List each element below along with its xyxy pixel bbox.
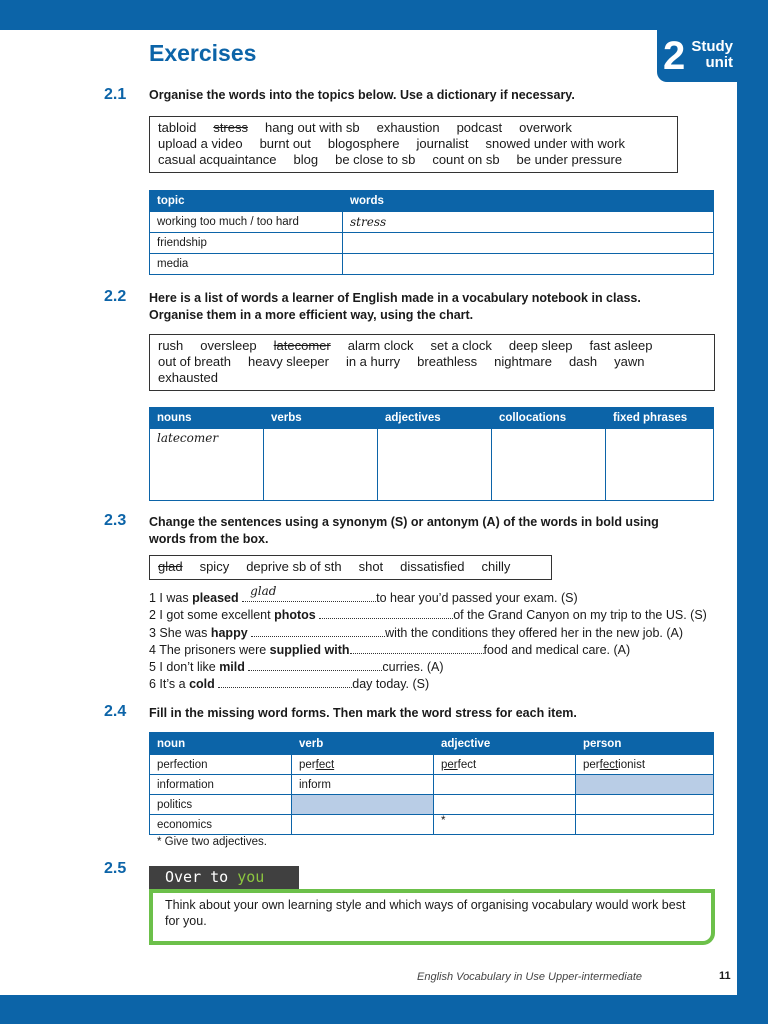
over-to-label: Over to bbox=[165, 868, 229, 886]
box-word: heavy sleeper bbox=[248, 354, 329, 369]
adjective-cell bbox=[434, 755, 576, 775]
box-word: be under pressure bbox=[516, 152, 623, 167]
table-row bbox=[150, 254, 714, 275]
table-row bbox=[150, 755, 714, 775]
adjectives-cell[interactable] bbox=[378, 429, 492, 501]
answer-blank[interactable] bbox=[218, 675, 352, 688]
box-word: blog bbox=[293, 152, 319, 167]
table-header: adjectives bbox=[378, 408, 492, 429]
bold-word: mild bbox=[219, 660, 245, 675]
box-word: latecomer bbox=[273, 338, 331, 353]
word-class-table bbox=[149, 407, 714, 501]
box-word: set a clock bbox=[430, 338, 492, 353]
book-title-footer: English Vocabulary in Use Upper-intermediate bbox=[417, 971, 643, 983]
box-word: hang out with sb bbox=[264, 120, 360, 135]
table-header: collocations bbox=[492, 408, 606, 429]
word-forms-table bbox=[149, 732, 714, 835]
sentence-text: of the Grand Canyon on my trip to the US. (S) bbox=[453, 608, 707, 623]
box-word: glad bbox=[158, 559, 183, 574]
you-label: you bbox=[237, 868, 265, 886]
box-word: burnt out bbox=[259, 136, 311, 151]
box-word: snowed under with work bbox=[485, 136, 625, 151]
box-word: tabloid bbox=[158, 120, 197, 135]
adjective-cell[interactable]: * bbox=[434, 815, 576, 835]
box-line bbox=[158, 338, 706, 354]
sentence bbox=[149, 675, 739, 692]
answer-blank[interactable] bbox=[319, 606, 453, 619]
bold-word: cold bbox=[189, 677, 215, 692]
word-part: ionist bbox=[618, 758, 646, 771]
section-2-4-instruction: Fill in the missing word forms. Then mark the word stress for each item. bbox=[149, 706, 577, 720]
person-cell[interactable] bbox=[576, 815, 714, 835]
sentence-text: food and medical care. (A) bbox=[483, 642, 631, 657]
unit-number: 2 bbox=[663, 34, 686, 78]
over-to-you-box bbox=[149, 889, 715, 945]
section-number-2-4: 2.4 bbox=[104, 703, 127, 720]
section-2-2-instruction: Here is a list of words a learner of English made in a vocabulary notebook in class. Organise them in a more efficient way, using the chart. bbox=[149, 291, 641, 322]
stressed-syllable: per bbox=[441, 758, 458, 771]
table-row bbox=[150, 795, 714, 815]
verb-cell-shaded bbox=[292, 795, 434, 815]
box-word: overwork bbox=[519, 120, 572, 135]
box-word: podcast bbox=[456, 120, 503, 135]
sentence-text: to hear you’d passed your exam. (S) bbox=[376, 591, 578, 605]
noun-cell: economics bbox=[150, 815, 292, 835]
box-word: deprive sb of sth bbox=[246, 559, 342, 574]
word-part: fect bbox=[457, 758, 477, 771]
sentence-text: 1 I was bbox=[149, 591, 193, 605]
table-row bbox=[150, 212, 714, 233]
right-bar bbox=[737, 0, 768, 1024]
noun-cell: information bbox=[150, 775, 292, 795]
sentence-text: 6 It’s a bbox=[149, 677, 190, 692]
answer-blank[interactable] bbox=[242, 584, 376, 602]
over-to-you-tab bbox=[149, 866, 299, 889]
bold-word: photos bbox=[274, 608, 316, 623]
adjective-cell[interactable] bbox=[434, 775, 576, 795]
person-cell bbox=[576, 755, 714, 775]
box-word: spicy bbox=[199, 559, 230, 574]
box-word: journalist bbox=[416, 136, 469, 151]
nouns-cell[interactable]: latecomer bbox=[150, 429, 264, 501]
bold-word: pleased bbox=[192, 591, 239, 605]
verb-cell[interactable] bbox=[292, 815, 434, 835]
footnote: * Give two adjectives. bbox=[157, 836, 267, 848]
box-line bbox=[158, 120, 669, 136]
sentence-text: day today. (S) bbox=[352, 677, 430, 692]
sentence bbox=[149, 606, 739, 623]
words-cell[interactable] bbox=[343, 254, 714, 275]
verbs-cell[interactable] bbox=[264, 429, 378, 501]
topic-cell: working too much / too hard bbox=[150, 212, 343, 233]
box-word: alarm clock bbox=[347, 338, 414, 353]
table-row bbox=[150, 429, 714, 501]
box-word: in a hurry bbox=[345, 354, 401, 369]
over-to-you-text: Think about your own learning style and which ways of organising vocabulary would work best for you. bbox=[165, 898, 686, 928]
bottom-bar bbox=[0, 995, 768, 1024]
section-number-2-2: 2.2 bbox=[104, 288, 127, 305]
box-word: yawn bbox=[614, 354, 645, 369]
table-header: verbs bbox=[264, 408, 378, 429]
sentence-text: 5 I don’t like bbox=[149, 660, 220, 675]
box-line bbox=[158, 370, 706, 386]
box-word: nightmare bbox=[494, 354, 552, 369]
box-word: out of breath bbox=[158, 354, 231, 369]
section-2-1-instruction: Organise the words into the topics below. Use a dictionary if necessary. bbox=[149, 88, 575, 102]
verb-cell bbox=[292, 755, 434, 775]
words-cell[interactable]: stress bbox=[343, 212, 714, 233]
table-header: noun bbox=[150, 733, 292, 755]
table-row bbox=[150, 815, 714, 835]
word-part: per bbox=[299, 758, 316, 771]
box-word: exhaustion bbox=[376, 120, 440, 135]
answer-blank[interactable] bbox=[251, 624, 385, 637]
box-word: casual acquaintance bbox=[158, 152, 277, 167]
section-2-3-instruction: Change the sentences using a synonym (S) or antonym (A) of the words in bold using words from the box. bbox=[149, 515, 659, 546]
box-word: deep sleep bbox=[508, 338, 573, 353]
sentence-text: with the conditions they offered her in the new job. (A) bbox=[385, 625, 683, 640]
sentence bbox=[149, 658, 739, 675]
box-line bbox=[158, 354, 706, 370]
page-title: Exercises bbox=[149, 40, 257, 66]
bold-word: happy bbox=[210, 625, 248, 640]
stressed-syllable: fect bbox=[315, 758, 335, 771]
verb-cell: inform bbox=[292, 775, 434, 795]
sentence bbox=[149, 641, 739, 658]
table-header: topic bbox=[150, 191, 343, 212]
topic-cell: friendship bbox=[150, 233, 343, 254]
table-header: fixed phrases bbox=[606, 408, 714, 429]
page-number: 11 bbox=[719, 970, 731, 982]
table-row bbox=[150, 775, 714, 795]
top-bar bbox=[0, 0, 768, 30]
sentence-list bbox=[149, 584, 739, 693]
box-line bbox=[158, 152, 669, 168]
table-row bbox=[150, 233, 714, 254]
box-word: be close to sb bbox=[335, 152, 416, 167]
box-word: blogosphere bbox=[327, 136, 400, 151]
sentence-text: 4 The prisoners were bbox=[149, 642, 270, 657]
word-box-2-1 bbox=[149, 116, 678, 173]
box-word: fast asleep bbox=[589, 338, 653, 353]
box-word: breathless bbox=[417, 354, 478, 369]
topic-cell: media bbox=[150, 254, 343, 275]
sentence bbox=[149, 584, 739, 606]
table-header: adjective bbox=[434, 733, 576, 755]
table-header: verb bbox=[292, 733, 434, 755]
sentence-text: curries. (A) bbox=[382, 660, 444, 675]
box-word: shot bbox=[358, 559, 384, 574]
unit-label: Study unit bbox=[691, 38, 733, 71]
table-header: words bbox=[343, 191, 714, 212]
section-number-2-1: 2.1 bbox=[104, 86, 127, 103]
collocations-cell[interactable] bbox=[492, 429, 606, 501]
word-part: per bbox=[583, 758, 600, 771]
sentence bbox=[149, 624, 739, 641]
box-word: upload a video bbox=[158, 136, 243, 151]
box-word: rush bbox=[158, 338, 184, 353]
answer-blank[interactable] bbox=[350, 641, 484, 654]
box-word: dash bbox=[568, 354, 598, 369]
word-box-2-2 bbox=[149, 334, 715, 391]
fixed-phrases-cell[interactable] bbox=[606, 429, 714, 501]
table-header: person bbox=[576, 733, 714, 755]
box-word: stress bbox=[213, 120, 248, 135]
box-line bbox=[158, 136, 669, 152]
section-number-2-5: 2.5 bbox=[104, 860, 127, 877]
box-word: count on sb bbox=[432, 152, 500, 167]
box-word: exhausted bbox=[158, 370, 218, 385]
answer-blank[interactable] bbox=[248, 658, 382, 671]
person-cell-shaded bbox=[576, 775, 714, 795]
adjective-cell[interactable] bbox=[434, 795, 576, 815]
study-unit-badge bbox=[657, 30, 737, 82]
person-cell[interactable] bbox=[576, 795, 714, 815]
word-box-2-3 bbox=[149, 555, 552, 580]
sentence-text: 2 I got some excellent bbox=[149, 608, 275, 623]
sentence-text: 3 She was bbox=[149, 625, 211, 640]
noun-cell: politics bbox=[150, 795, 292, 815]
noun-cell: perfection bbox=[150, 755, 292, 775]
box-word: oversleep bbox=[200, 338, 257, 353]
box-word: dissatisfied bbox=[400, 559, 465, 574]
bold-word: supplied with bbox=[269, 642, 350, 657]
topics-table bbox=[149, 190, 714, 275]
box-word: chilly bbox=[481, 559, 511, 574]
table-header: nouns bbox=[150, 408, 264, 429]
stressed-syllable: fect bbox=[599, 758, 619, 771]
words-cell[interactable] bbox=[343, 233, 714, 254]
handwritten-answer: glad bbox=[250, 584, 277, 598]
section-number-2-3: 2.3 bbox=[104, 512, 127, 529]
